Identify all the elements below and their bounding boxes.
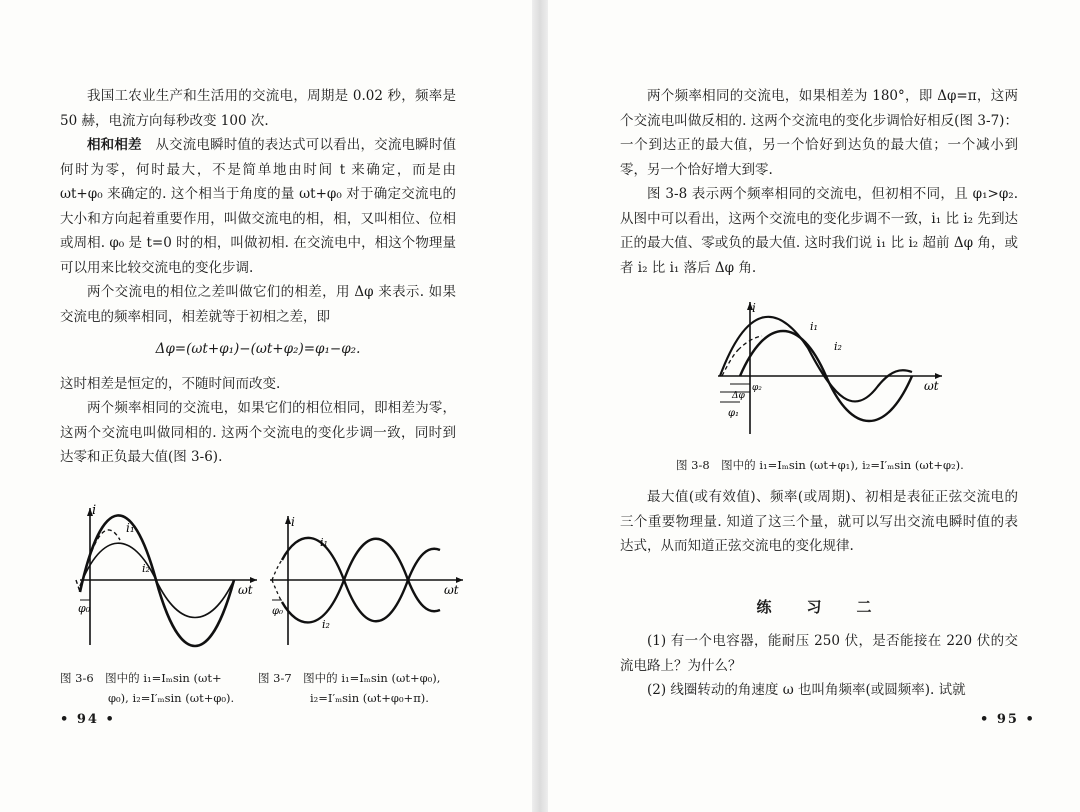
fig38-label-i1: i₁ [810, 320, 818, 333]
phase-difference-equation: Δφ=(ωt+φ₁)−(ωt+φ₂)=φ₁−φ₂. [155, 341, 361, 357]
right-paragraph-2: 图 3-8 表示两个频率相同的交流电，但初相不同，且 φ₁>φ₂. 从图中可以看出，这两个交流电的变化步调不一致，i₁ 比 i₂ 先到达正的最大值、零或负的最大值. 这时我们说 i₁ 比 i₂ 超前 Δφ 角，或者 i₂ 比 i₁ 落后 Δφ 角. [620, 186, 1018, 276]
fig38-label-dphi: Δφ [732, 391, 745, 401]
fig36-axis-label-i: i [92, 503, 97, 518]
fig36-label-wt: ωt [238, 583, 253, 597]
fig36-label-phi0: φ₀ [78, 602, 91, 615]
left-page [0, 0, 532, 812]
fig38-label-phi2: φ₂ [752, 383, 762, 393]
right-page-number: • 95 • [980, 712, 1036, 727]
left-paragraph-2-body: 从交流电瞬时值的表达式可以看出，交流电瞬时值何时为零，何时最大，不是简单地由时间 t 来确定，而是由 ωt+φ₀ 来确定的. 这个相当于角度的量 ωt+φ₀ 对于确定交流电的大小和方向起着重要作用，叫做交流电的相，相，又叫相位、位相或周相. φ₀ 是 t=0 时的相，叫做初相. 在交流电中，相这个物理量可以用来比较交流电的变化步调. [60, 137, 457, 276]
left-paragraph-3: 两个交流电的相位之差叫做它们的相差，用 Δφ 来表示. 如果交流电的频率相同，相差就等于初相之差，即 [60, 284, 456, 325]
fig37-caption-line-1: 图 3-7 图中的 i₁=Iₘsin (ωt+φ₀), [258, 671, 441, 685]
fig36-caption-line-1: 图 3-6 图中的 i₁=Iₘsin (ωt+ [60, 671, 222, 685]
right-paragraph-3: 最大值(或有效值)、频率(或周期)、初相是表征正弦交流电的三个重要物理量. 知道了这三个量，就可以写出交流电瞬时值的表达式，从而知道正弦交流电的变化规律. [620, 489, 1018, 554]
exercise-question-2: (2) 线圈转动的角速度 ω 也叫角频率(或圆频率). 试就 [647, 682, 966, 698]
term-phase-heading: 相和相差 [87, 137, 142, 153]
right-page [548, 0, 1080, 812]
left-paragraph-5: 两个频率相同的交流电，如果它们的相位相同，即相差为零，这两个交流电叫做同相的. 这两个交流电的变化步调一致，同时到达零和正负最大值(图 3-6). [60, 400, 456, 465]
right-body-text-bottom [620, 485, 1018, 703]
fig37-label-wt: ωt [444, 583, 459, 597]
fig38-label-wt: ωt [924, 379, 939, 393]
figure-3-7 [268, 510, 468, 650]
fig37-label-phi0: φ₀ [272, 606, 284, 617]
right-paragraph-1: 两个频率相同的交流电，如果相差为 180°，即 Δφ=π，这两个交流电叫做反相的. 这两个交流电的变化步调恰好相反(图 3-7)：一个到达正的最大值，另一个恰好到达负的最大值；一个减小到零，另一个恰好增大到零. [620, 88, 1018, 178]
figure-3-8 [716, 298, 948, 438]
book-gutter [532, 0, 548, 812]
figure-3-6 [62, 500, 262, 650]
fig37-axis-label-i: i [291, 515, 295, 529]
fig37-caption-line-2: i₂=I′ₘsin (ωt+φ₀+π). [310, 691, 429, 705]
figure-3-8-caption: 图 3-8 图中的 i₁=Iₘsin (ωt+φ₁), i₂=I′ₘsin (ωt+φ₂). [676, 458, 964, 472]
fig37-label-i1: i₁ [320, 536, 328, 549]
figure-3-6-caption [60, 668, 260, 708]
left-paragraph-2 [60, 133, 456, 280]
left-paragraph-1: 我国工农业生产和生活用的交流电，周期是 0.02 秒，频率是 50 赫，电流方向每秒改变 100 次. [60, 88, 456, 129]
fig36-label-i1: i₁ [126, 521, 135, 535]
fig36-label-i2: i₂ [142, 562, 150, 575]
left-body-text [60, 84, 456, 470]
fig37-label-i2: i₂ [322, 618, 330, 631]
exercise-title: 练 习 二 [756, 597, 882, 616]
fig38-label-phi1: φ₁ [728, 408, 740, 419]
fig38-axis-label-i: i [752, 301, 756, 315]
fig38-label-i2: i₂ [834, 340, 842, 353]
right-body-text-top [620, 84, 1018, 280]
left-page-number: • 94 • [60, 712, 116, 727]
figure-3-7-caption [258, 668, 468, 708]
left-paragraph-4: 这时相差是恒定的，不随时间而改变. [60, 375, 281, 392]
fig36-caption-line-2: φ₀), i₂=I′ₘsin (ωt+φ₀). [108, 691, 235, 705]
exercise-question-1: (1) 有一个电容器，能耐压 250 伏，是否能接在 220 伏的交流电路上？为什么？ [620, 633, 1018, 674]
